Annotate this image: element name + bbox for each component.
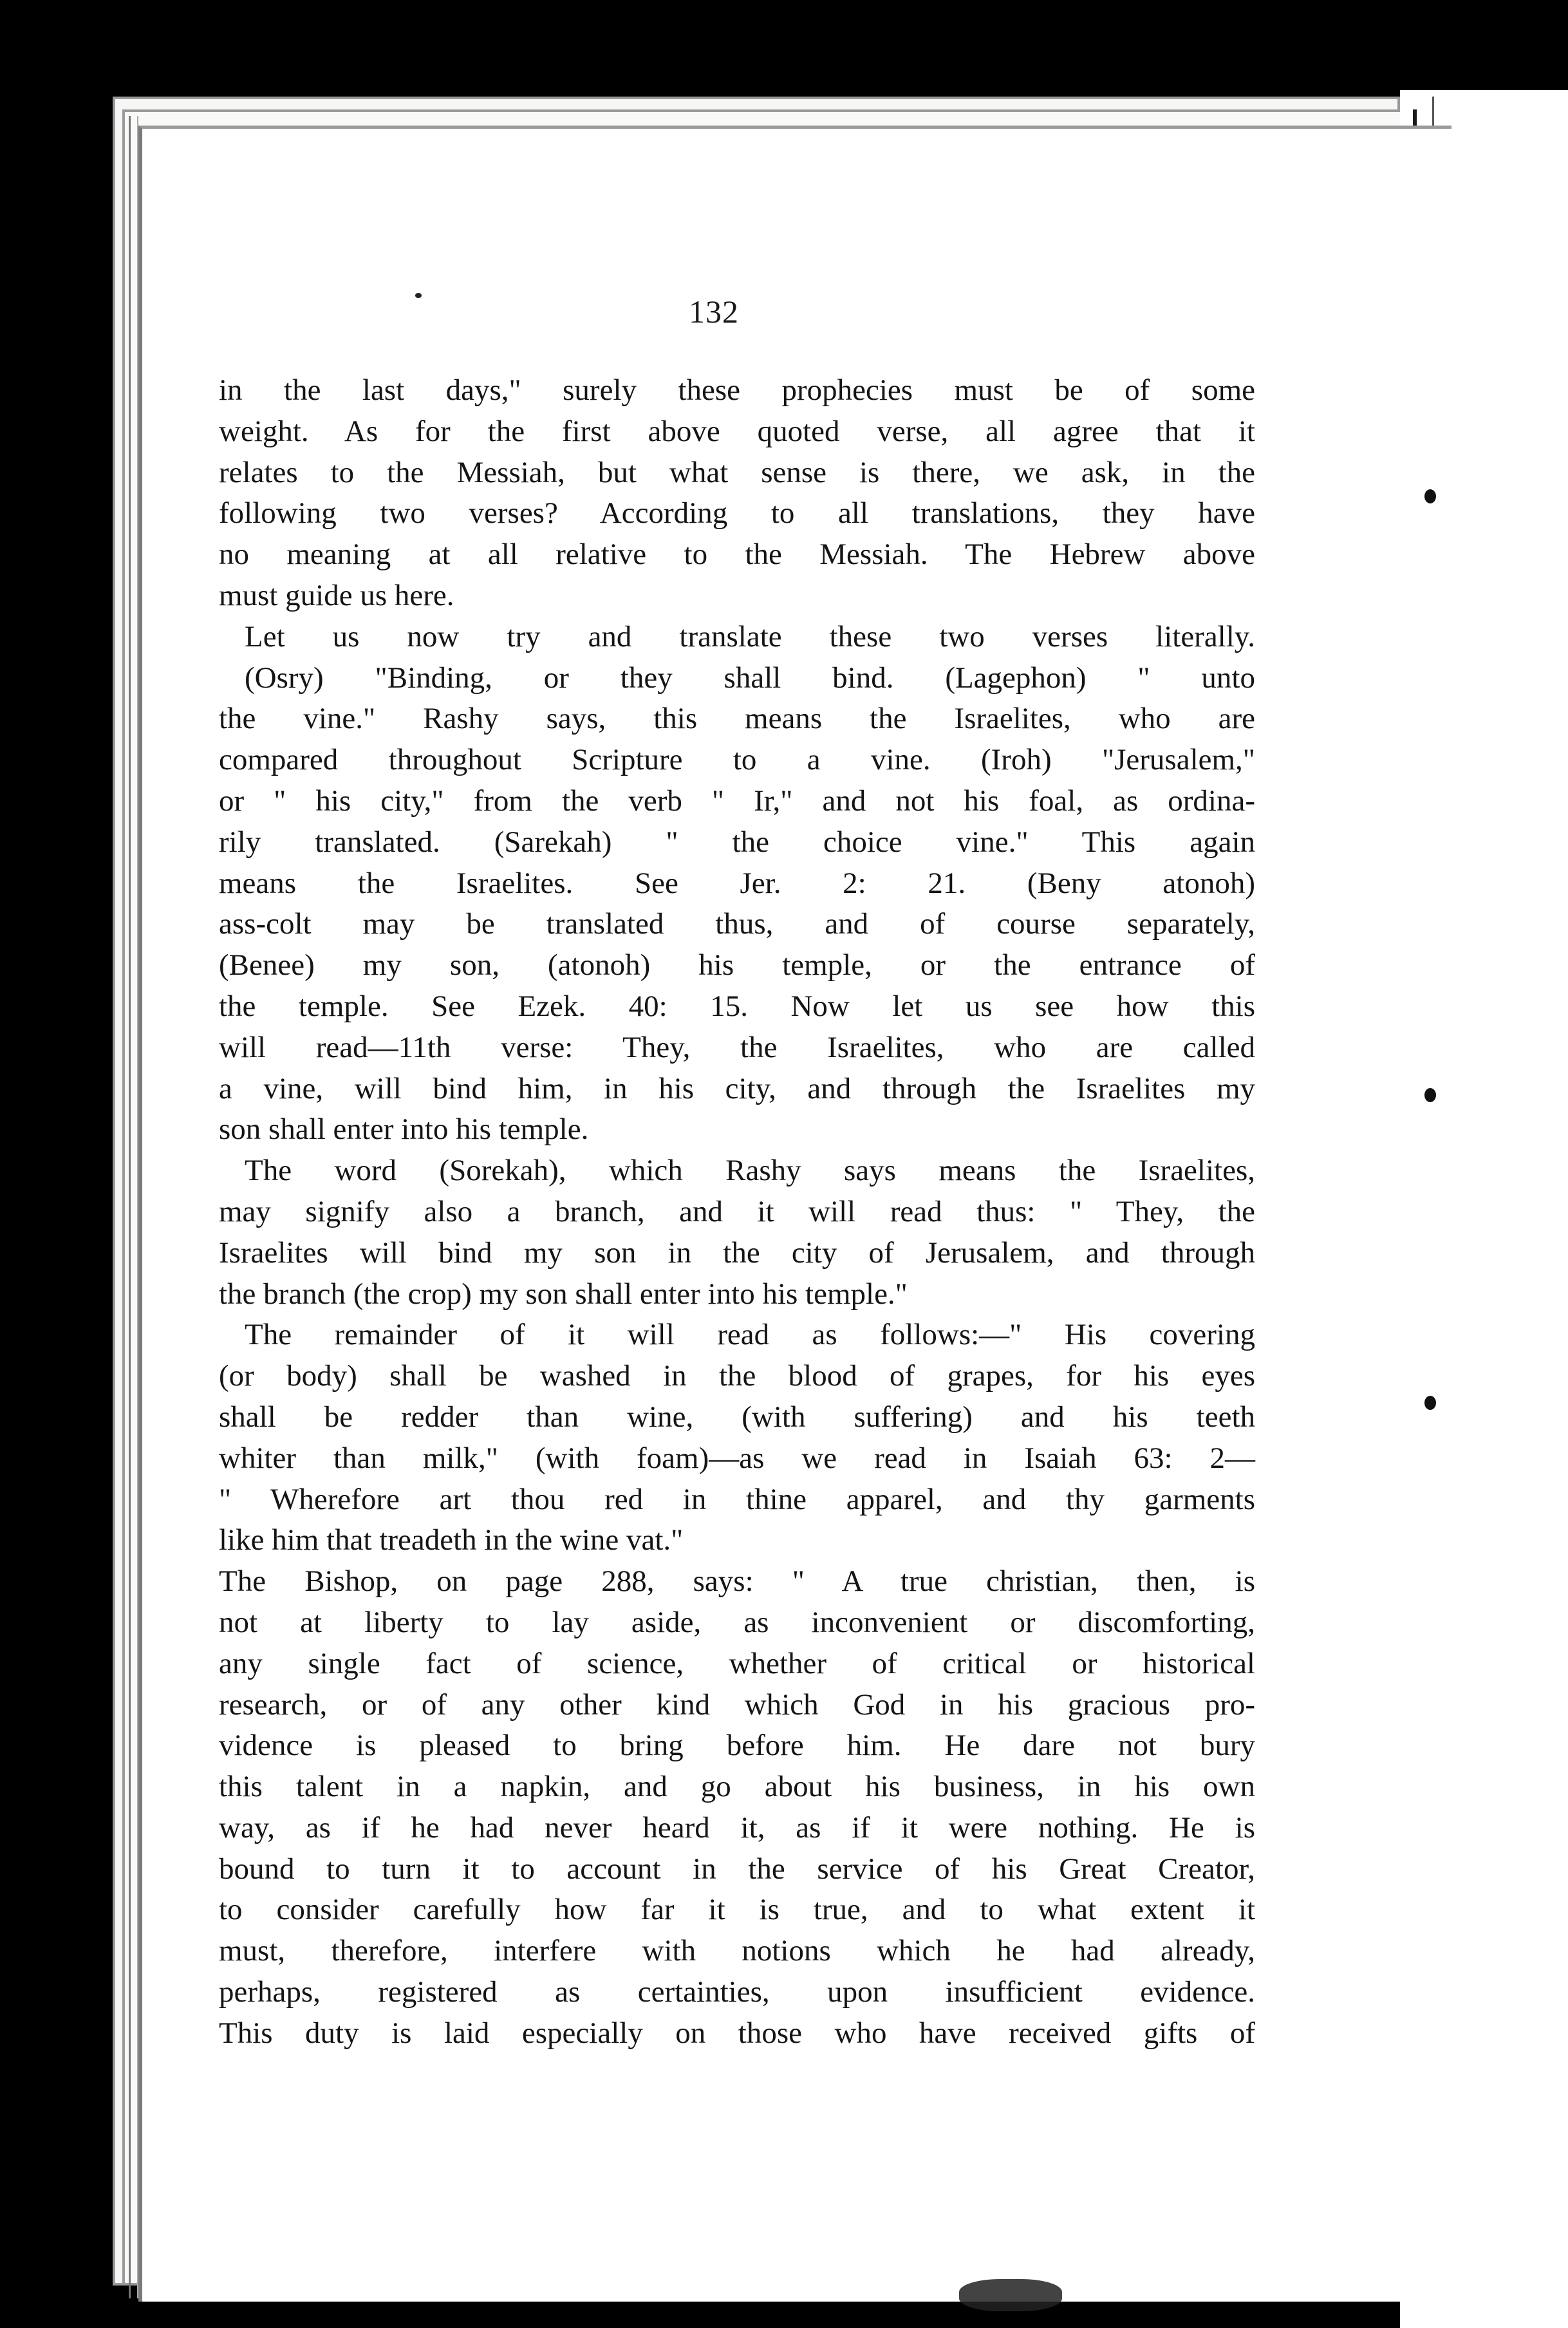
text-line: son shall enter into his temple. xyxy=(219,1112,589,1147)
text-line: The word (Sorekah), which Rashy says means the Israelites, xyxy=(245,1154,1255,1188)
text-line: Let us now try and translate these two verses literally. xyxy=(245,619,1255,653)
binding-hole xyxy=(1424,1088,1436,1102)
page-number: 132 xyxy=(689,294,739,330)
text-line: any single fact of science, whether of critical or historical xyxy=(219,1646,1255,1680)
text-line: the vine." Rashy says, this means the Israelites, who are xyxy=(219,702,1255,736)
text-line: way, as if he had never heard it, as if it were nothing. He is xyxy=(219,1810,1255,1845)
text-line: research, or of any other kind which God in his gracious pro- xyxy=(219,1687,1255,1722)
text-line: to consider carefully how far it is true, and to what extent it xyxy=(219,1893,1255,1927)
text-line: The remainder of it will read as follows:—" His covering xyxy=(245,1318,1255,1352)
text-line: no meaning at all relative to the Messiah. The Hebrew above xyxy=(219,538,1255,572)
text-line: rily translated. (Sarekah) " the choice vine." This again xyxy=(219,825,1255,859)
text-line: the branch (the crop) my son shall enter into his temple." xyxy=(219,1277,908,1311)
text-line: compared throughout Scripture to a vine. (Iroh) "Jerusalem," xyxy=(219,743,1255,777)
page-stack-edge xyxy=(129,116,138,2298)
text-line: vidence is pleased to bring before him. He dare not bury xyxy=(219,1729,1255,1763)
text-line: bound to turn it to account in the service of his Great Creator, xyxy=(219,1852,1255,1886)
text-line: may signify also a branch, and it will read thus: " They, the xyxy=(219,1194,1255,1228)
text-line: like him that treadeth in the wine vat." xyxy=(219,1523,684,1557)
ink-speck xyxy=(415,293,422,298)
scan-smudge xyxy=(959,2279,1062,2311)
binding-hole xyxy=(1424,1396,1436,1410)
text-line: in the last days," surely these prophecies must be of some xyxy=(219,373,1255,407)
text-line: whiter than milk," (with foam)—as we read in Isaiah 63: 2— xyxy=(219,1441,1255,1475)
text-line: following two verses? According to all translations, they have xyxy=(219,496,1255,530)
text-line: shall be redder than wine, (with suffering) and his teeth xyxy=(219,1400,1255,1434)
text-line: (Benee) my son, (atonoh) his temple, or the entrance of xyxy=(219,948,1255,982)
text-line: or " his city," from the verb " Ir," and not his foal, as ordina- xyxy=(219,784,1255,818)
text-line: means the Israelites. See Jer. 2: 21. (Beny atonoh) xyxy=(219,866,1255,900)
text-line: weight. As for the first above quoted verse, all agree that it xyxy=(219,414,1255,448)
text-line: ass-colt may be translated thus, and of course separately, xyxy=(219,907,1255,941)
text-line: the temple. See Ezek. 40: 15. Now let us see how this xyxy=(219,989,1255,1023)
text-line: " Wherefore art thou red in thine apparel, and thy garments xyxy=(219,1482,1255,1516)
text-line: (or body) shall be washed in the blood of grapes, for his eyes xyxy=(219,1359,1255,1393)
binding-hole xyxy=(1424,489,1436,503)
body-text xyxy=(219,370,1255,2054)
text-line: not at liberty to lay aside, as inconvenient or discomforting, xyxy=(219,1605,1255,1639)
text-line: must, therefore, interfere with notions which he had already, xyxy=(219,1934,1255,1968)
text-line: will read—11th verse: They, the Israelites, who are called xyxy=(219,1030,1255,1064)
text-line: this talent in a napkin, and go about his business, in his own xyxy=(219,1770,1255,1804)
text-line: Israelites will bind my son in the city of Jerusalem, and through xyxy=(219,1235,1255,1270)
text-line: a vine, will bind him, in his city, and through the Israelites my xyxy=(219,1071,1255,1105)
text-line: must guide us here. xyxy=(219,578,454,612)
text-line: (Osry) "Binding, or they shall bind. (Lagephon) " unto xyxy=(245,661,1255,695)
text-line: This duty is laid especially on those who have received gifts of xyxy=(219,2016,1255,2050)
text-line: relates to the Messiah, but what sense is there, we ask, in the xyxy=(219,455,1255,489)
text-line: perhaps, registered as certainties, upon insufficient evidence. xyxy=(219,1975,1255,2009)
text-line: The Bishop, on page 288, says: " A true christian, then, is xyxy=(219,1564,1255,1599)
